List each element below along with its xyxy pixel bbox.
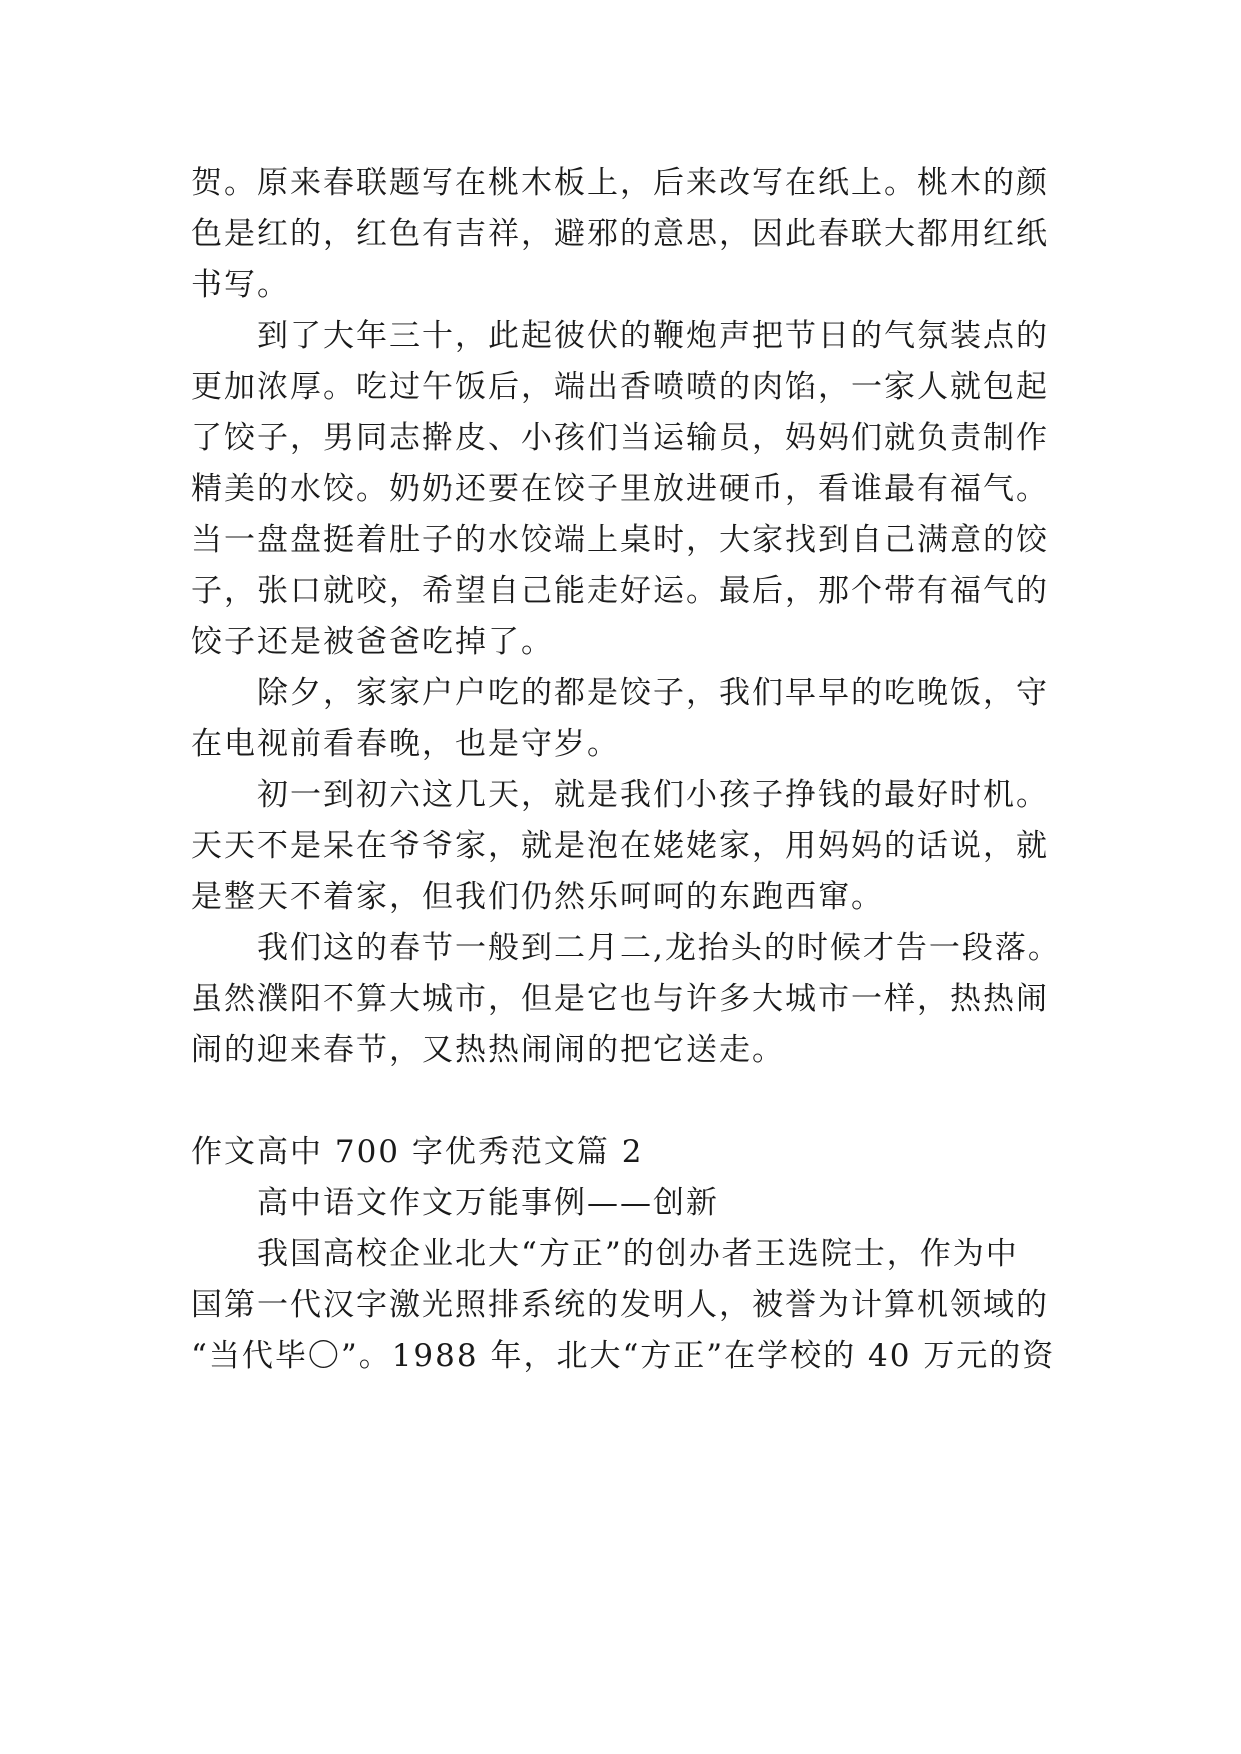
text-line: 我国高校企业北大“方正”的创办者王选院士，作为中 bbox=[257, 1236, 1019, 1272]
text-line: 初一到初六这几天，就是我们小孩子挣钱的最好时机。 bbox=[257, 777, 1049, 813]
text-line: 国第一代汉字激光照排系统的发明人，被誉为计算机领域的 bbox=[191, 1287, 1049, 1323]
text-line: “当代毕〇”。1988 年，北大“方正”在学校的 40 万元的资 bbox=[191, 1338, 1056, 1374]
text-line: 饺子还是被爸爸吃掉了。 bbox=[191, 624, 554, 660]
paragraph-6 bbox=[191, 1229, 1071, 1382]
paragraph-4 bbox=[191, 770, 1071, 923]
paragraph-gap bbox=[191, 1076, 1071, 1127]
text-line: 闹的迎来春节，又热热闹闹的把它送走。 bbox=[191, 1032, 785, 1068]
text-line: 到了大年三十，此起彼伏的鞭炮声把节日的气氛装点的 bbox=[257, 318, 1049, 354]
paragraph-5 bbox=[191, 923, 1071, 1076]
text-line: 子，张口就咬，希望自己能走好运。最后，那个带有福气的 bbox=[191, 573, 1049, 609]
text-line: 我们这的春节一般到二月二,龙抬头的时候才告一段落。 bbox=[257, 930, 1061, 966]
paragraph-3 bbox=[191, 668, 1071, 770]
text-line: 除夕，家家户户吃的都是饺子，我们早早的吃晚饭，守 bbox=[257, 675, 1049, 711]
text-line: 精美的水饺。奶奶还要在饺子里放进硬币，看谁最有福气。 bbox=[191, 471, 1049, 507]
section-title: 作文高中 700 字优秀范文篇 2 bbox=[191, 1134, 644, 1170]
text-line: 色是红的，红色有吉祥，避邪的意思，因此春联大都用红纸 bbox=[191, 216, 1049, 252]
text-line: 书写。 bbox=[191, 267, 290, 303]
text-line: 是整天不着家，但我们仍然乐呵呵的东跑西窜。 bbox=[191, 879, 884, 915]
text-line: 贺。原来春联题写在桃木板上，后来改写在纸上。桃木的颜 bbox=[191, 165, 1049, 201]
text-line: 天天不是呆在爷爷家，就是泡在姥姥家，用妈妈的话说，就 bbox=[191, 828, 1049, 864]
document-body bbox=[191, 158, 1071, 1382]
text-line: 在电视前看春晚，也是守岁。 bbox=[191, 726, 620, 762]
text-line: 当一盘盘挺着肚子的水饺端上桌时，大家找到自己满意的饺 bbox=[191, 522, 1049, 558]
text-line: 了饺子，男同志擀皮、小孩们当运输员，妈妈们就负责制作 bbox=[191, 420, 1049, 456]
text-line: 虽然濮阳不算大城市，但是它也与许多大城市一样，热热闹 bbox=[191, 981, 1049, 1017]
paragraph-1 bbox=[191, 158, 1071, 311]
paragraph-2 bbox=[191, 311, 1071, 668]
section-subtitle: 高中语文作文万能事例——创新 bbox=[257, 1185, 719, 1221]
text-line: 更加浓厚。吃过午饭后，端出香喷喷的肉馅，一家人就包起 bbox=[191, 369, 1049, 405]
